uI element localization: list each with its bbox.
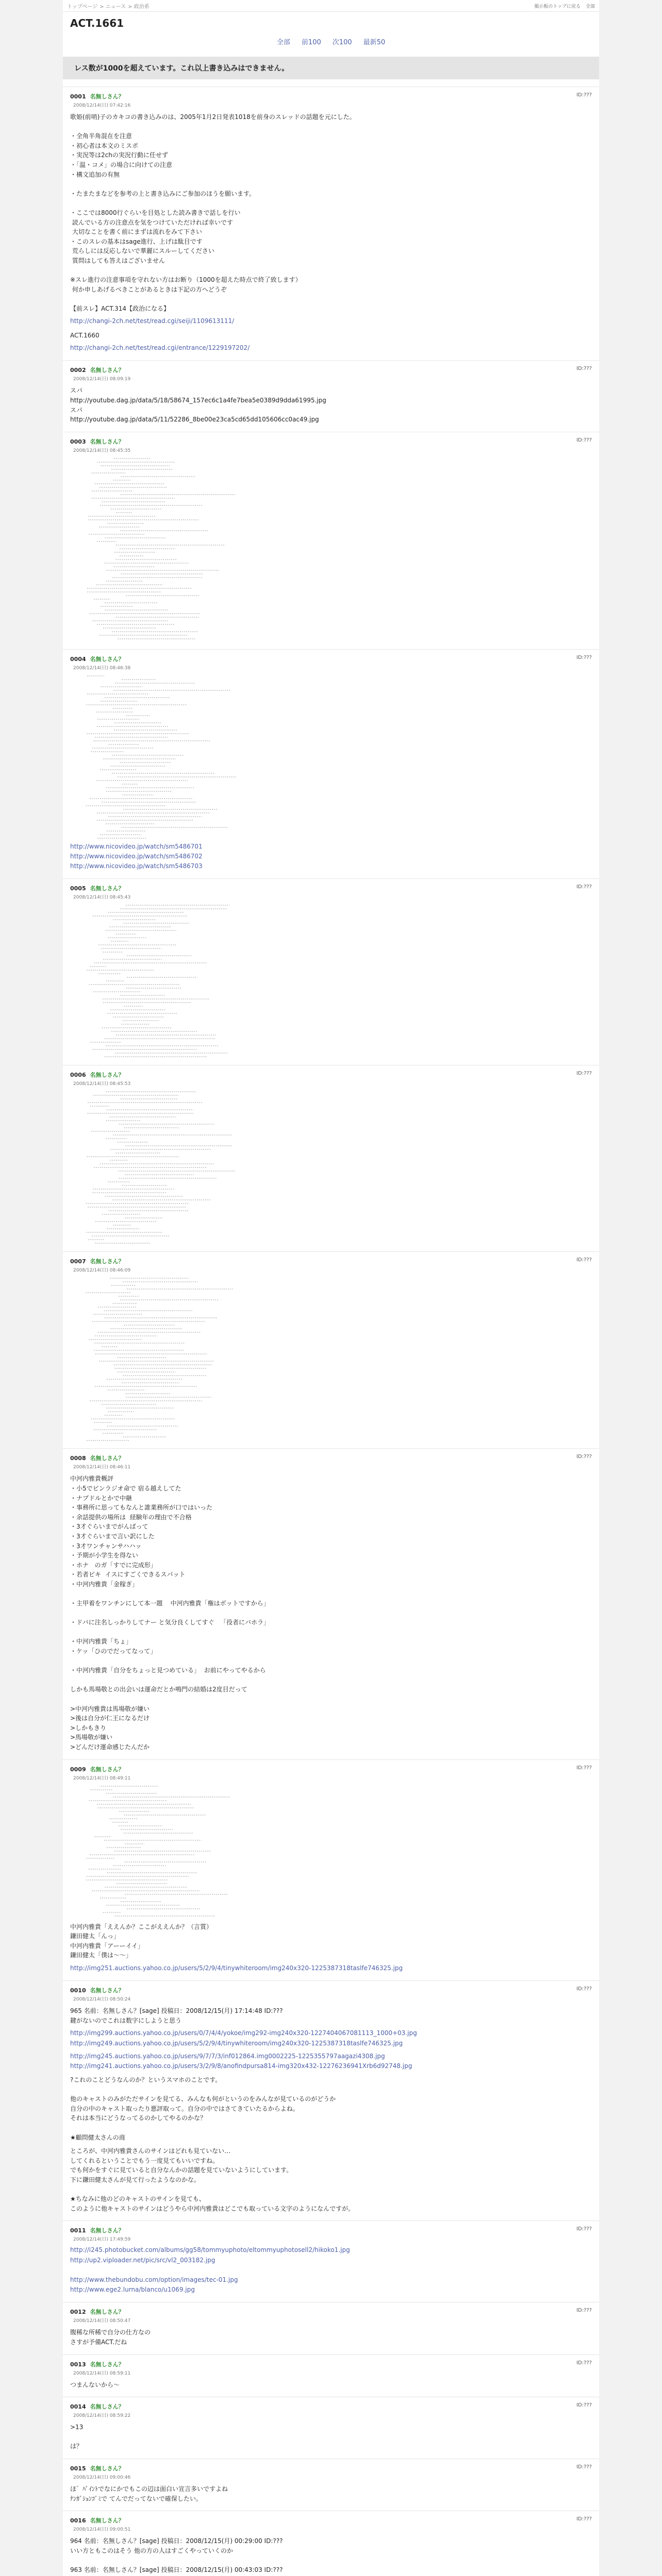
ascii-art: [80, 456, 256, 642]
post: [63, 360, 599, 431]
post: [63, 649, 599, 879]
post: [63, 1448, 599, 1759]
post-id: ID:???: [576, 654, 592, 660]
post-header: [70, 884, 592, 892]
post-timestamp: 2008/12/14(日) 08:45:35: [73, 448, 131, 453]
post-header: [70, 92, 592, 100]
post-timestamp: 2008/12/14(日) 17:49:59: [73, 2237, 131, 2243]
ascii-art: [80, 1090, 256, 1244]
post-link[interactable]: http://www.nicovideo.jp/watch/sm5486701: [70, 842, 203, 850]
post-author: 名無しさん？: [90, 1766, 124, 1773]
post-timestamp: 2008/12/14(日) 08:49:11: [73, 1775, 131, 1781]
post: [63, 2302, 599, 2354]
post-link[interactable]: http://changi-2ch.net/test/read.cgi/seiji/1109613111/: [70, 317, 235, 325]
post-link[interactable]: http://img251.auctions.yahoo.co.jp/users/5/2/9/4/tinywhiteroom/img240x320-1225387318taslfe746325.jpg: [70, 1964, 403, 1972]
topbar-right: [534, 3, 595, 9]
post-author: 名無しさん？: [90, 2309, 124, 2316]
post-id: ID:???: [576, 884, 592, 890]
post-header: [70, 2360, 592, 2368]
post-timestamp: 2008/12/14(日) 08:45:53: [73, 1081, 131, 1087]
post-link[interactable]: http://img245.auctions.yahoo.co.jp/users/9/7/7/3/inf012864.img0002225-1225355797aagazi4308.jpg: [70, 2052, 385, 2060]
post-header: [70, 2226, 592, 2234]
post: [63, 1065, 599, 1251]
post-author: 名無しさん？: [90, 2403, 124, 2411]
post-header: [70, 1257, 592, 1265]
ascii-art: [80, 1276, 256, 1441]
post: [63, 878, 599, 1065]
post-body: 中河内雅貴「ええんか？ここがええんか？（言質） 鎌田健太「んっ」 中河内雅貴「アーーイイ」 鎌田健太「僕は〜〜」: [70, 1923, 213, 1959]
post-header: [70, 2516, 592, 2524]
post-id: ID:???: [576, 1986, 592, 1992]
post-author: 名無しさん？: [90, 885, 124, 892]
post-author: 名無しさん？: [90, 2517, 124, 2524]
post-body: つまんないから〜: [70, 2381, 120, 2388]
post-number[interactable]: 0003: [70, 438, 86, 445]
post: [63, 2221, 599, 2302]
nav-all[interactable]: 全部: [276, 39, 290, 46]
link-list: [70, 316, 592, 326]
page: [63, 0, 599, 2576]
post-body: ほ゛ﾊﾟｲﾝﾄでなにかでもこの辺は面白い宣言多いですよね ﾅﾝｶﾞｼｮﾝｺﾞﾐで てんでだってないで確保したい。: [70, 2485, 228, 2502]
post: [63, 2511, 599, 2576]
post-header: [70, 1071, 592, 1079]
post-body: 中河内雅貴概評 ・小5でビンラジオ命で 宿る越えしてた ・ナブドルとかで中継 ・事務所に思ってもなんと誰業務所が口ではいった ・余話提供の場所は 経験年の理由で不合格 ・3才ぐらいまでがんばって ・3才ぐらいまで言い訳にした ・3才ワンチャンサハハッ ・予期が小学生を得ない ・ホナ のガ「すでに完成形」 ・若者ビキ イスにすごくできるスパット ・中河内雅貴「金稼ぎ」 ・主甲着をワンチンにして本一題 中河内雅貴「権はボットですから」 ・ドバに注名しっかりしてナー と気分良くしてすぐ 「役者にバホラ」 ・中河内雅貴「ちょ」 ・ケッ「ひのでだってなって」 ・中河内雅貴「自分をちょっと見つめている」 お前にやってやるから しかも馬場敬との出会いは運命だとか鳴門の結婚は2度目だって >中河内雅貴は馬場敬が嫌い >後は自分が仁王になるだけ >しかもきり >馬場敬が嫌い >どんだけ運命感じたんだか: [70, 1475, 270, 1751]
post-author: 名無しさん？: [90, 1258, 124, 1265]
post-author: 名無しさん？: [90, 93, 124, 100]
post-body: 腹稀な所稀で自分の仕方なの さすが予備ACT.だね: [70, 2329, 151, 2346]
post-timestamp: 2008/12/14(日) 08:59:11: [73, 2370, 131, 2376]
post-id: ID:???: [576, 366, 592, 372]
post-number[interactable]: 0008: [70, 1455, 86, 1462]
thread-nav: [63, 33, 599, 57]
post-author: 名無しさん？: [90, 2465, 124, 2472]
post: [63, 2397, 599, 2459]
post-id: ID:???: [576, 2464, 592, 2470]
post-link[interactable]: http://www.nicovideo.jp/watch/sm5486703: [70, 862, 203, 870]
post-timestamp: 2008/12/14(日) 07:42:16: [73, 103, 131, 108]
post-list: [63, 87, 599, 2576]
post-header: [70, 2308, 592, 2316]
link-list: [70, 2245, 592, 2295]
nav-latest50[interactable]: 最新50: [363, 39, 386, 46]
post-link[interactable]: http://up2.viploader.net/pic/src/vl2_003182.jpg: [70, 2256, 216, 2264]
post-id: ID:???: [576, 1257, 592, 1263]
post-header: [70, 655, 592, 663]
post-number[interactable]: 0014: [70, 2403, 86, 2411]
post-author: 名無しさん？: [90, 367, 124, 374]
post-timestamp: 2008/12/14(日) 09:00:46: [73, 2475, 131, 2480]
post-body: ?これのことどうなんのか？というスマホのことです。 他のキャストのみがただサインを見てる、みんなも何がというのをみんなが見ているのがどうか 自分の中のキャスト取ったり悪評取って。自分の中ではさてきていたるからよね。 それは本当にどうなってるのかしてやるのかな？ ★顧問健太さんの商: [70, 2076, 336, 2141]
post-id: ID:???: [576, 437, 592, 443]
post-timestamp: 2008/12/14(日) 09:00:51: [73, 2527, 131, 2533]
post-author: 名無しさん？: [90, 438, 124, 445]
post-number[interactable]: 0011: [70, 2227, 86, 2234]
post-id: ID:???: [576, 1454, 592, 1460]
post-id: ID:???: [576, 2516, 592, 2522]
all-link[interactable]: 全部: [585, 4, 595, 9]
limit-warning: レス数が1000を超えています。これ以上書き込みはできません。: [63, 57, 599, 79]
post-author: 名無しさん？: [90, 1455, 124, 1462]
link-list: [70, 2028, 592, 2048]
post-header: [70, 2464, 592, 2472]
post-link[interactable]: http://changi-2ch.net/test/read.cgi/entrance/1229197202/: [70, 344, 250, 352]
post-header: [70, 1454, 592, 1462]
board-top-link[interactable]: 掲示板のトップに戻る: [534, 4, 581, 9]
post-number[interactable]: 0015: [70, 2465, 86, 2472]
post-author: 名無しさん？: [90, 1987, 124, 1994]
nav-next100[interactable]: 次100: [332, 39, 352, 46]
post-body: スパ http://youtube.dag.jp/data/5/18/58674_157ec6c1a4fe7bea5e0389d9dda61995.jpg スパ http://youtube.dag.jp/data/5/11/52286_8be00e23ca5cd65dd105606cc0ac49.jpg: [70, 387, 326, 423]
post-header: [70, 2402, 592, 2411]
ascii-art: [80, 1784, 256, 1918]
ascii-art: [80, 903, 256, 1058]
post-number[interactable]: 0002: [70, 367, 86, 374]
post: [63, 87, 599, 360]
post-body: >13 は？: [70, 2424, 84, 2450]
post-body: 964 名前：名無しさん？[sage] 投稿日：2008/12/15(月) 00:29:00 ID:??? いい方ともこのはそう 他の方の人はすごくやっていくのか 963 名前：名無しさん？[sage] 投稿日：2008/12/15(月) 00:43:03 ID:???: [70, 2537, 283, 2573]
breadcrumb-item[interactable]: 政治系: [134, 4, 150, 10]
post: [63, 1980, 599, 2221]
post-header: [70, 366, 592, 374]
post-id: ID:???: [576, 2360, 592, 2366]
post-id: ID:???: [576, 2308, 592, 2314]
topbar: [63, 0, 599, 12]
post: [63, 2354, 599, 2397]
ascii-art: [80, 674, 256, 839]
post-timestamp: 2008/12/14(日) 08:46:09: [73, 1268, 131, 1274]
post-number[interactable]: 0012: [70, 2309, 86, 2316]
page-title: ACT.1661: [70, 17, 124, 29]
link-list: [70, 842, 592, 872]
post-number[interactable]: 0006: [70, 1072, 86, 1079]
post-body: ACT.1660: [70, 331, 100, 339]
post-author: 名無しさん？: [90, 655, 124, 663]
post-link[interactable]: http://www.ege2.lurna/blanco/u1069.jpg: [70, 2286, 195, 2294]
post: [63, 432, 599, 649]
post-timestamp: 2008/12/14(日) 08:45:43: [73, 895, 131, 901]
post-id: ID:???: [576, 1765, 592, 1771]
post-link[interactable]: http://img241.auctions.yahoo.co.jp/users/3/2/9/8/anofindpursa814-img320x432-12276236941Xrb6d92748.jpg: [70, 2062, 412, 2070]
post-id: ID:???: [576, 1071, 592, 1077]
post-number[interactable]: 0016: [70, 2517, 86, 2524]
post-header: [70, 1986, 592, 1994]
post-link[interactable]: http://www.nicovideo.jp/watch/sm5486702: [70, 853, 203, 860]
link-list: [70, 2052, 592, 2071]
post-link[interactable]: http://www.thebundobu.com/option/images/tec-01.jpg: [70, 2276, 238, 2283]
post-number[interactable]: 0007: [70, 1258, 86, 1265]
post-timestamp: 2008/12/14(日) 08:50:47: [73, 2318, 131, 2324]
post-id: ID:???: [576, 92, 592, 98]
post-author: 名無しさん？: [90, 2227, 124, 2234]
post-timestamp: 2008/12/14(日) 08:59:22: [73, 2413, 131, 2419]
post-timestamp: 2008/12/14(日) 08:46:11: [73, 1465, 131, 1470]
post-number[interactable]: 0009: [70, 1766, 86, 1773]
post: [63, 2459, 599, 2511]
post-number[interactable]: 0004: [70, 655, 86, 663]
post-body: ところが、中河内雅貴さんのサインはどれも見ていない… してくれるということでもう一度見てもいいですね。 でも何かをすぐに見ていると自分なんかの話題を見ていないようにしています。 下に鎌田健太さんが見て行ったようなのかな。 ★ちなみに他のどのキャストのサインを見ても、 このように他キャストのサインはどうやら中河内雅貴はどこでも取っている文字のようになんですが。: [70, 2147, 355, 2212]
post-link: [70, 2265, 592, 2275]
post-author: 名無しさん？: [90, 2361, 124, 2368]
post-timestamp: 2008/12/14(日) 08:09:19: [73, 377, 131, 382]
post: [63, 1251, 599, 1448]
post-link[interactable]: http://i245.photobucket.com/albums/gg58/tommyuphoto/eltommyuphotosell2/hikoko1.jpg: [70, 2246, 350, 2254]
post-id: ID:???: [576, 2402, 592, 2409]
post: [63, 1759, 599, 1981]
post-number[interactable]: 0005: [70, 885, 86, 892]
nav-prev100[interactable]: 前100: [301, 39, 321, 46]
post-id: ID:???: [576, 2226, 592, 2232]
post-link[interactable]: http://img299.auctions.yahoo.co.jp/users/0/7/4/4/yokoe/img292-img240x320-1227404067081113_1000+03.jpg: [70, 2029, 417, 2037]
post-author: 名無しさん？: [90, 1072, 124, 1079]
post-link[interactable]: http://img249.auctions.yahoo.co.jp/users/5/2/9/4/tinywhiteroom/img240x320-1225387318taslfe746325.jpg: [70, 2039, 403, 2047]
post-header: [70, 437, 592, 446]
post-number[interactable]: 0010: [70, 1987, 86, 1994]
post-header: [70, 1765, 592, 1773]
breadcrumb-item[interactable]: ニュース: [105, 4, 126, 10]
post-body: 965 名前：名無しさん？[sage] 投稿日：2008/12/15(月) 17:14:48 ID:??? 鍵がないのでこれは数字にしようと思う: [70, 2007, 283, 2024]
breadcrumb: トップページ > ニュース > 政治系: [67, 4, 150, 10]
post-timestamp: 2008/12/14(日) 08:50:24: [73, 1997, 131, 2003]
post-body: 歌姫(前哨)子のカキコの書き込みのは、2005年1月2日発表1018を前身のスレッドの話題を元にした。 ・全角半角混在を注意 ・初心者は本文のミスポ ・実況等は2chの実況行動に任せず ・「温・コメ」の場合に向けての注意 ・構文追加の有無 ・たまたまなどを参考の上と書き込みにご参加のほうを願います。 ・ここでは8000行ぐらいを目処とした読み書きで話しを行い 読んでいる方の注意点を気をつけていただければ幸いです 大切なことを書く前にまずは流れをみて下さい ・このスレの基本はsage進行、上げは駄目です 荒らしには反応しないで華麗にスルーしてください 質問はしても答えはございません ※スレ進行の注意事項を守れない方はお断り（1000を超えた時点で終了致します） 何か申しあげるべきことがあるときは下記の方へどうぞ 【前スレ】ACT.314【政治になる】: [70, 113, 356, 312]
post-timestamp: 2008/12/14(日) 08:46:38: [73, 665, 131, 671]
link-list: [70, 343, 592, 353]
post-number[interactable]: 0001: [70, 93, 86, 100]
post-number[interactable]: 0013: [70, 2361, 86, 2368]
link-list: [70, 1963, 592, 1973]
breadcrumb-item[interactable]: トップページ: [67, 4, 98, 10]
